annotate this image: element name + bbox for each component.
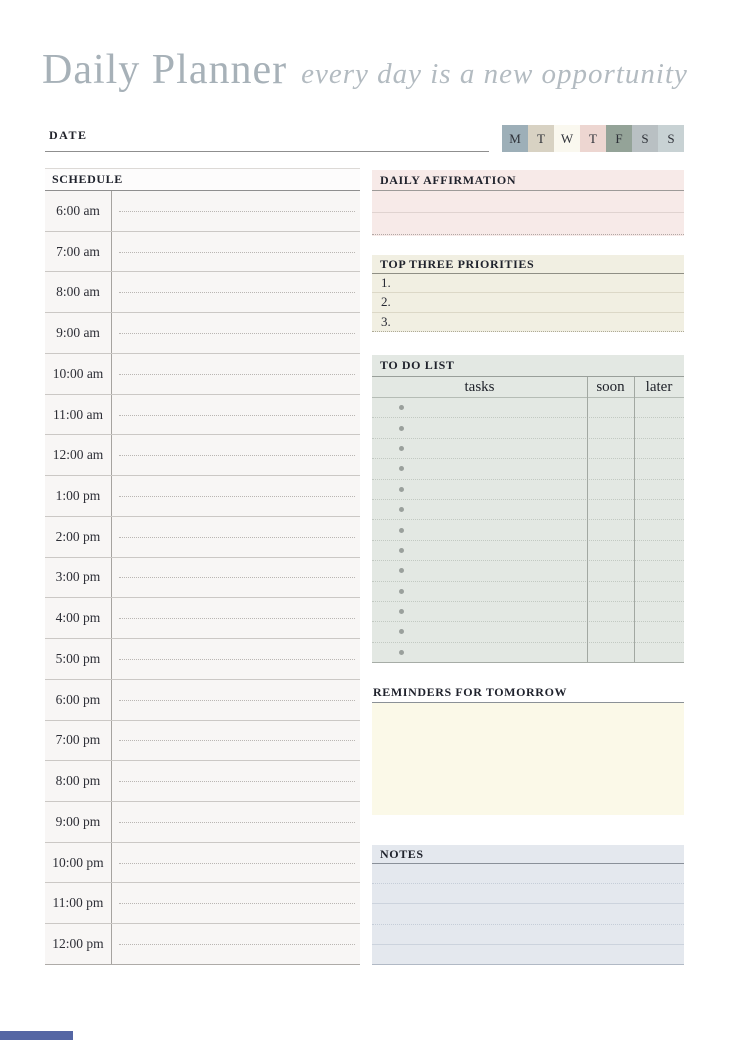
bullet-dot-icon	[399, 589, 404, 594]
weekday-box[interactable]: M	[502, 125, 528, 152]
dotted-rule	[119, 252, 355, 253]
right-column	[372, 170, 684, 965]
schedule-time-label: 2:00 pm	[45, 517, 112, 557]
dotted-rule	[119, 333, 355, 334]
date-label: DATE	[49, 128, 88, 142]
schedule-row	[45, 517, 360, 558]
todo-column-headers	[372, 377, 684, 398]
weekday-box[interactable]: T	[528, 125, 554, 152]
weekday-box[interactable]: S	[658, 125, 684, 152]
reminders-header	[372, 682, 684, 703]
dotted-rule	[119, 455, 355, 456]
todo-divider-soon	[587, 377, 588, 662]
schedule-time-label: 10:00 pm	[45, 843, 112, 883]
weekday-box[interactable]: W	[554, 125, 580, 152]
page-title: Daily Planner	[42, 47, 288, 93]
todo-row[interactable]	[372, 561, 684, 581]
dotted-rule	[119, 292, 355, 293]
schedule-time-label: 7:00 am	[45, 232, 112, 272]
schedule-time-label: 4:00 pm	[45, 598, 112, 638]
dotted-rule	[119, 415, 355, 416]
schedule-title: SCHEDULE	[52, 172, 123, 186]
schedule-time-label: 8:00 am	[45, 272, 112, 312]
schedule-row	[45, 598, 360, 639]
priority-input-line[interactable]: 1.	[372, 274, 684, 293]
notes-title: NOTES	[380, 846, 424, 861]
bullet-dot-icon	[399, 650, 404, 655]
schedule-section	[45, 168, 360, 965]
schedule-entry-line[interactable]	[112, 924, 360, 964]
bottom-left-accent-bar	[0, 1031, 73, 1040]
todo-divider-later	[634, 377, 635, 662]
schedule-entry-line[interactable]	[112, 721, 360, 761]
priorities-section	[372, 255, 684, 332]
todo-section	[372, 355, 684, 663]
schedule-entry-line[interactable]	[112, 680, 360, 720]
todo-row[interactable]	[372, 643, 684, 662]
page-header	[42, 46, 695, 94]
schedule-row	[45, 761, 360, 802]
schedule-entry-line[interactable]	[112, 354, 360, 394]
schedule-time-label: 9:00 am	[45, 313, 112, 353]
bullet-dot-icon	[399, 466, 404, 471]
schedule-entry-line[interactable]	[112, 395, 360, 435]
schedule-time-label: 5:00 pm	[45, 639, 112, 679]
schedule-row	[45, 924, 360, 964]
notes-line-4[interactable]	[372, 925, 684, 945]
schedule-row	[45, 354, 360, 395]
bullet-dot-icon	[399, 568, 404, 573]
todo-row[interactable]	[372, 439, 684, 459]
todo-title: TO DO LIST	[380, 358, 455, 372]
dotted-rule	[119, 822, 355, 823]
dotted-rule	[119, 944, 355, 945]
affirmation-title: DAILY AFFIRMATION	[380, 172, 517, 187]
priorities-title: TOP THREE PRIORITIES	[380, 256, 535, 271]
affirmation-header	[372, 170, 684, 191]
todo-row[interactable]	[372, 582, 684, 602]
todo-rows	[372, 398, 684, 662]
todo-row[interactable]	[372, 520, 684, 540]
schedule-row	[45, 721, 360, 762]
schedule-time-label: 1:00 pm	[45, 476, 112, 516]
reminders-writing-area[interactable]	[372, 703, 684, 815]
schedule-entry-line[interactable]	[112, 883, 360, 923]
bullet-dot-icon	[399, 609, 404, 614]
bullet-dot-icon	[399, 426, 404, 431]
schedule-entry-line[interactable]	[112, 232, 360, 272]
todo-row[interactable]	[372, 398, 684, 418]
notes-line-3[interactable]	[372, 904, 684, 924]
schedule-row	[45, 476, 360, 517]
todo-row[interactable]	[372, 500, 684, 520]
todo-row[interactable]	[372, 418, 684, 438]
schedule-entry-line[interactable]	[112, 272, 360, 312]
dotted-rule	[119, 211, 355, 212]
reminders-title: REMINDERS FOR TOMORROW	[373, 684, 568, 699]
schedule-entry-line[interactable]	[112, 598, 360, 638]
schedule-time-label: 6:00 pm	[45, 680, 112, 720]
schedule-time-label: 6:00 am	[45, 191, 112, 231]
dotted-rule	[119, 700, 355, 701]
schedule-time-label: 3:00 pm	[45, 558, 112, 598]
bullet-dot-icon	[399, 507, 404, 512]
schedule-time-label: 8:00 pm	[45, 761, 112, 801]
schedule-row	[45, 558, 360, 599]
schedule-row	[45, 395, 360, 436]
weekday-box[interactable]: T	[580, 125, 606, 152]
todo-row[interactable]	[372, 602, 684, 622]
todo-row[interactable]	[372, 622, 684, 642]
schedule-time-label: 9:00 pm	[45, 802, 112, 842]
notes-header	[372, 845, 684, 864]
notes-section	[372, 845, 684, 965]
bullet-dot-icon	[399, 405, 404, 410]
weekday-selector	[502, 125, 684, 152]
schedule-row	[45, 272, 360, 313]
dotted-rule	[119, 618, 355, 619]
schedule-row	[45, 435, 360, 476]
bullet-dot-icon	[399, 487, 404, 492]
affirmation-line-1[interactable]	[372, 191, 684, 213]
schedule-row	[45, 802, 360, 843]
priority-input-line[interactable]: 3.	[372, 313, 684, 332]
schedule-entry-line[interactable]	[112, 313, 360, 353]
schedule-row	[45, 639, 360, 680]
schedule-row	[45, 680, 360, 721]
schedule-time-label: 10:00 am	[45, 354, 112, 394]
bullet-dot-icon	[399, 528, 404, 533]
schedule-row	[45, 843, 360, 884]
notes-line-2[interactable]	[372, 884, 684, 904]
dotted-rule	[119, 903, 355, 904]
todo-col-later: later	[645, 378, 673, 395]
dotted-rule	[119, 863, 355, 864]
schedule-row	[45, 232, 360, 273]
schedule-entry-line[interactable]	[112, 191, 360, 231]
dotted-rule	[119, 781, 355, 782]
schedule-entry-line[interactable]	[112, 639, 360, 679]
page-tagline: every day is a new opportunity	[301, 58, 688, 90]
dotted-rule	[119, 537, 355, 538]
schedule-entry-line[interactable]	[112, 517, 360, 557]
notes-line-5[interactable]	[372, 945, 684, 964]
schedule-entry-line[interactable]	[112, 802, 360, 842]
schedule-header	[45, 168, 360, 191]
schedule-row	[45, 191, 360, 232]
schedule-body	[45, 191, 360, 965]
schedule-entry-line[interactable]	[112, 761, 360, 801]
schedule-row	[45, 883, 360, 924]
todo-row[interactable]	[372, 480, 684, 500]
bullet-dot-icon	[399, 629, 404, 634]
dotted-rule	[119, 496, 355, 497]
dotted-rule	[119, 374, 355, 375]
dotted-rule	[119, 740, 355, 741]
weekday-box[interactable]: F	[606, 125, 632, 152]
schedule-time-label: 12:00 pm	[45, 924, 112, 964]
todo-col-soon: soon	[596, 378, 625, 395]
todo-header	[372, 355, 684, 377]
bullet-dot-icon	[399, 548, 404, 553]
schedule-time-label: 12:00 am	[45, 435, 112, 475]
schedule-time-label: 7:00 pm	[45, 721, 112, 761]
bullet-dot-icon	[399, 446, 404, 451]
schedule-row	[45, 313, 360, 354]
schedule-entry-line[interactable]	[112, 558, 360, 598]
schedule-entry-line[interactable]	[112, 476, 360, 516]
notes-line-1[interactable]	[372, 864, 684, 884]
todo-row[interactable]	[372, 459, 684, 479]
date-input-line[interactable]	[45, 126, 489, 152]
priority-input-line[interactable]: 2.	[372, 293, 684, 312]
affirmation-section	[372, 170, 684, 236]
weekday-box[interactable]: S	[632, 125, 658, 152]
schedule-time-label: 11:00 pm	[45, 883, 112, 923]
dotted-rule	[119, 577, 355, 578]
todo-col-tasks: tasks	[464, 378, 495, 395]
todo-row[interactable]	[372, 541, 684, 561]
affirmation-line-2[interactable]	[372, 213, 684, 235]
date-row	[45, 122, 684, 152]
priorities-header	[372, 255, 684, 274]
schedule-time-label: 11:00 am	[45, 395, 112, 435]
priorities-list	[372, 274, 684, 332]
schedule-entry-line[interactable]	[112, 435, 360, 475]
schedule-entry-line[interactable]	[112, 843, 360, 883]
dotted-rule	[119, 659, 355, 660]
